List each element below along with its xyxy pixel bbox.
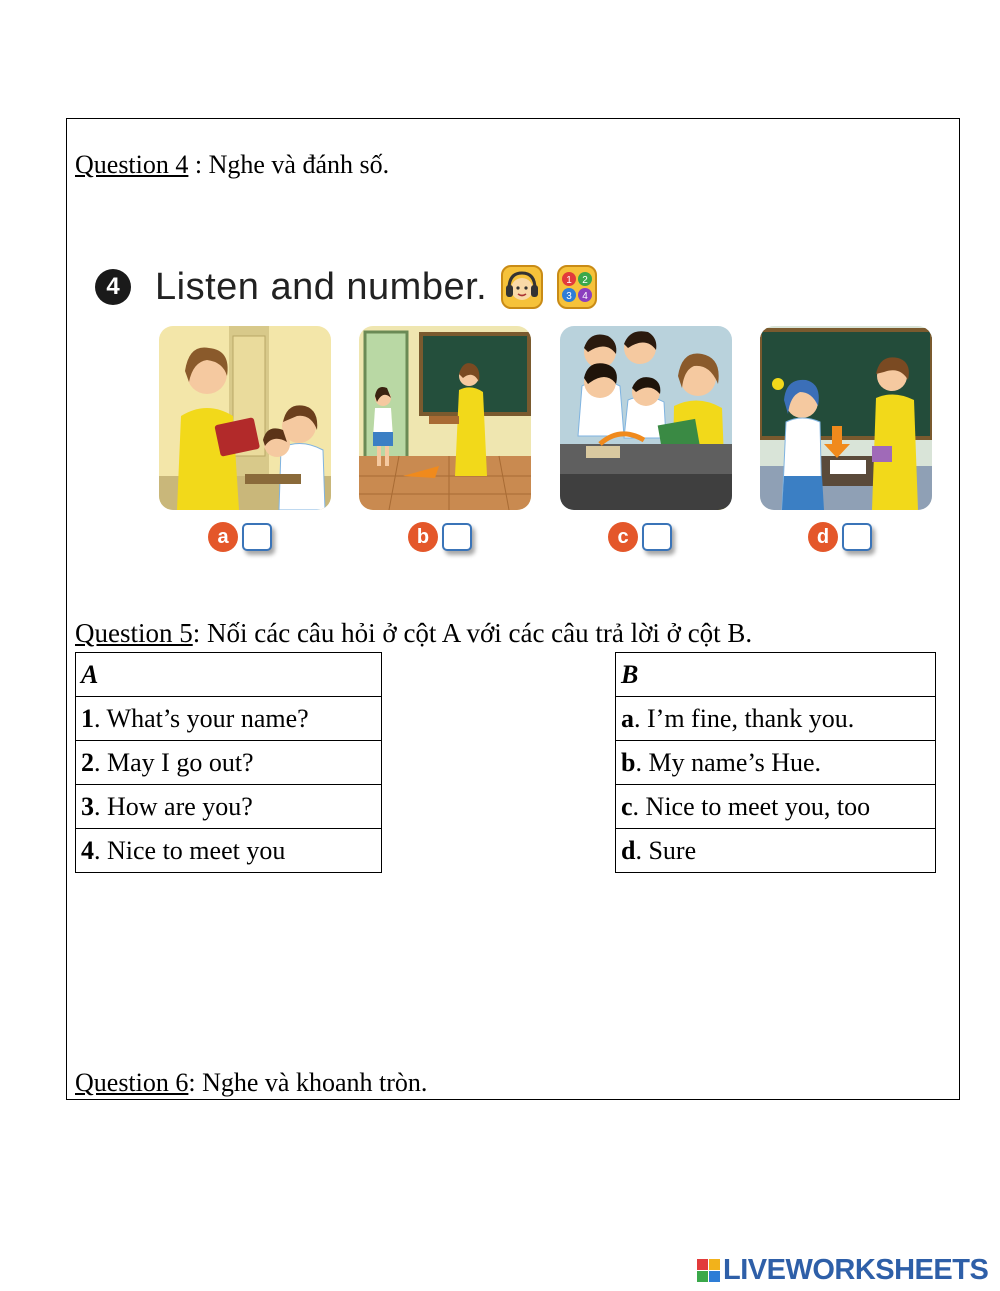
logo-block-green bbox=[697, 1271, 708, 1282]
option-d-answer-box[interactable] bbox=[842, 523, 872, 551]
question-5-text: : Nối các câu hỏi ở cột A với các câu trả lời ở cột B. bbox=[192, 618, 753, 648]
option-d bbox=[808, 522, 872, 552]
table-row[interactable] bbox=[76, 697, 382, 741]
question-4-text: : Nghe và đánh số. bbox=[188, 150, 390, 179]
listen-and-number-heading bbox=[95, 262, 597, 312]
option-a-answer-box[interactable] bbox=[242, 523, 272, 551]
option-b-answer-box[interactable] bbox=[442, 523, 472, 551]
logo-block-red bbox=[697, 1259, 708, 1270]
row-text: . Nice to meet you bbox=[94, 835, 286, 865]
option-a-letter: a bbox=[208, 522, 238, 552]
headphones-icon bbox=[501, 265, 543, 309]
row-key: d bbox=[621, 835, 636, 865]
svg-text:2: 2 bbox=[582, 275, 589, 286]
question-6-text: : Nghe và khoanh tròn. bbox=[188, 1068, 428, 1097]
table-row[interactable] bbox=[616, 829, 936, 873]
table-row[interactable] bbox=[616, 785, 936, 829]
row-key: c bbox=[621, 791, 633, 821]
row-text: . May I go out? bbox=[94, 747, 254, 777]
row-text: . How are you? bbox=[94, 791, 253, 821]
column-a-table bbox=[75, 652, 382, 873]
svg-text:1: 1 bbox=[566, 275, 573, 286]
row-text: . Nice to meet you, too bbox=[632, 791, 871, 821]
row-key: 4 bbox=[81, 835, 94, 865]
exercise-title: Listen and number. bbox=[155, 265, 488, 308]
option-a bbox=[208, 522, 272, 552]
svg-text:3: 3 bbox=[566, 291, 573, 302]
brand-name: LIVEWORKSHEETS bbox=[723, 1254, 989, 1286]
row-key: a bbox=[621, 703, 634, 733]
question-5-label: Question 5 bbox=[75, 618, 193, 648]
table-row[interactable] bbox=[616, 697, 936, 741]
liveworksheets-logo bbox=[697, 1254, 988, 1287]
option-c-answer-box[interactable] bbox=[642, 523, 672, 551]
table-row[interactable] bbox=[76, 785, 382, 829]
table-row[interactable] bbox=[616, 741, 936, 785]
exercise-number: 4 bbox=[95, 269, 131, 305]
table-row[interactable] bbox=[76, 829, 382, 873]
row-key: 1 bbox=[81, 703, 94, 733]
question-4 bbox=[75, 150, 389, 180]
picture-d bbox=[760, 326, 932, 510]
question-6-label: Question 6 bbox=[75, 1068, 189, 1097]
option-b bbox=[408, 522, 472, 552]
column-b-table bbox=[615, 652, 936, 873]
option-b-letter: b bbox=[408, 522, 438, 552]
row-text: . What’s your name? bbox=[94, 703, 309, 733]
question-6 bbox=[75, 1068, 427, 1098]
numbers-icon bbox=[557, 265, 597, 309]
column-a-header: A bbox=[76, 653, 382, 697]
logo-blocks-icon bbox=[697, 1259, 720, 1282]
question-5 bbox=[75, 618, 752, 648]
option-c bbox=[608, 522, 672, 552]
picture-a bbox=[159, 326, 331, 510]
row-key: 3 bbox=[81, 791, 94, 821]
logo-block-blue bbox=[709, 1271, 720, 1282]
row-text: . My name’s Hue. bbox=[635, 747, 822, 777]
row-text: . I’m fine, thank you. bbox=[634, 703, 855, 733]
row-text: . Sure bbox=[635, 835, 697, 865]
question-4-label: Question 4 bbox=[75, 150, 189, 179]
option-c-letter: c bbox=[608, 522, 638, 552]
table-row[interactable] bbox=[76, 741, 382, 785]
svg-text:4: 4 bbox=[582, 291, 589, 302]
column-b-header: B bbox=[616, 653, 936, 697]
logo-block-yellow bbox=[709, 1259, 720, 1270]
picture-c bbox=[560, 326, 732, 510]
option-d-letter: d bbox=[808, 522, 838, 552]
row-key: b bbox=[621, 747, 636, 777]
picture-b bbox=[359, 326, 531, 510]
row-key: 2 bbox=[81, 747, 94, 777]
